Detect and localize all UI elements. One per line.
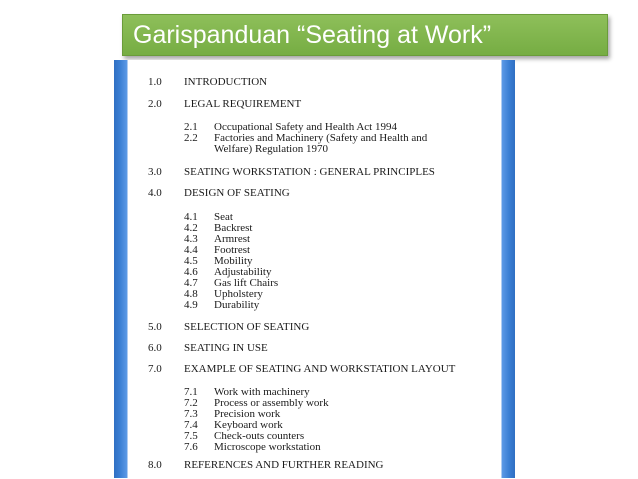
toc-number: 4.7: [184, 277, 198, 289]
toc-label: SELECTION OF SEATING: [184, 321, 310, 333]
toc-label: Welfare) Regulation 1970: [214, 143, 328, 155]
toc-label: Seat: [214, 211, 233, 223]
toc-number: 6.0: [148, 342, 162, 354]
toc-number: 4.4: [184, 244, 198, 256]
toc-number: 4.0: [148, 187, 162, 199]
toc-label: EXAMPLE OF SEATING AND WORKSTATION LAYOUT: [184, 363, 456, 375]
toc-label: Gas lift Chairs: [214, 277, 279, 289]
toc-number: 4.6: [184, 266, 198, 278]
toc-number: 4.1: [184, 211, 198, 223]
toc-label: DESIGN OF SEATING: [184, 187, 290, 199]
slide-title-bar: [122, 14, 608, 56]
toc-label: Process or assembly work: [214, 397, 329, 409]
toc-number: 4.5: [184, 255, 198, 267]
toc-label: Backrest: [214, 222, 253, 234]
toc-number: 7.1: [184, 386, 198, 398]
toc-label: Microscope workstation: [214, 441, 321, 453]
toc-number: 2.0: [148, 98, 162, 110]
slide-title: Garispanduan “Seating at Work”: [133, 21, 492, 49]
toc-label: Footrest: [214, 244, 251, 256]
toc-label: Mobility: [214, 255, 253, 267]
toc-number: 2.2: [184, 132, 198, 144]
toc-label: Occupational Safety and Health Act 1994: [214, 121, 397, 133]
toc-number: 7.4: [184, 419, 198, 431]
toc-number: 7.6: [184, 441, 198, 453]
toc-label: REFERENCES AND FURTHER READING: [184, 459, 384, 471]
toc-number: 8.0: [148, 459, 162, 471]
toc-number: 3.0: [148, 166, 162, 178]
toc-label: INTRODUCTION: [184, 76, 268, 88]
table-of-contents: [128, 66, 501, 478]
toc-label: Precision work: [214, 408, 281, 420]
toc-label: Durability: [214, 299, 260, 311]
document-image-frame: [114, 60, 515, 478]
toc-label: Factories and Machinery (Safety and Health and: [214, 132, 428, 144]
toc-label: SEATING IN USE: [184, 342, 268, 354]
toc-number: 4.3: [184, 233, 198, 245]
toc-number: 4.9: [184, 299, 198, 311]
toc-number: 7.2: [184, 397, 198, 409]
toc-label: Check-outs counters: [214, 430, 305, 442]
toc-label: LEGAL REQUIREMENT: [184, 98, 302, 110]
toc-label: Upholstery: [214, 288, 263, 300]
toc-number: 5.0: [148, 321, 162, 333]
toc-number: 4.8: [184, 288, 198, 300]
toc-label: Adjustability: [214, 266, 272, 278]
toc-number: 7.5: [184, 430, 198, 442]
toc-label: Keyboard work: [214, 419, 283, 431]
toc-number: 7.0: [148, 363, 162, 375]
toc-label: Armrest: [214, 233, 251, 245]
toc-number: 2.1: [184, 121, 198, 133]
toc-number: 4.2: [184, 222, 198, 234]
toc-label: SEATING WORKSTATION : GENERAL PRINCIPLES: [184, 166, 435, 178]
toc-number: 1.0: [148, 76, 162, 88]
toc-label: Work with machinery: [214, 386, 310, 398]
toc-number: 7.3: [184, 408, 198, 420]
